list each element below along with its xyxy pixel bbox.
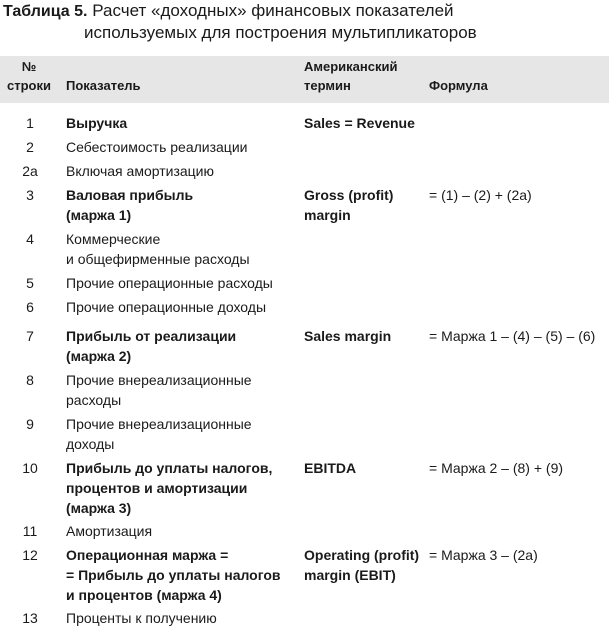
row-indicator (66, 326, 296, 366)
row-indicator (66, 273, 296, 293)
row-american-term (304, 458, 422, 478)
row-formula: = Маржа 3 – (2а) (429, 547, 538, 563)
row-american-term (304, 113, 422, 133)
row-indicator (66, 229, 296, 269)
row-indicator (66, 414, 296, 454)
indicator-line: Валовая прибыль (66, 187, 194, 203)
header-number-sign: № (21, 59, 37, 74)
row-number: 5 (26, 275, 34, 291)
indicator-line: Прибыль от реализации (66, 328, 237, 344)
row-indicator (66, 545, 296, 605)
table-title (0, 0, 609, 43)
row-number: 10 (22, 460, 38, 476)
row-number: 11 (22, 523, 38, 539)
row-indicator (66, 458, 296, 518)
row-number: 2 (26, 139, 34, 155)
title-line-2: используемых для построения мультипликаторов (84, 23, 477, 42)
header-formula: Формула (429, 78, 488, 93)
row-number: 7 (26, 328, 34, 344)
row-number: 1 (26, 115, 34, 131)
row-formula: = Маржа 1 – (4) – (5) – (6) (429, 328, 596, 344)
term-line: Sales = Revenue (304, 115, 415, 131)
indicator-line: Прочие операционные расходы (66, 275, 273, 291)
row-formula: = (1) – (2) + (2a) (429, 187, 532, 203)
row-number: 4 (26, 231, 34, 247)
indicator-line: Проценты к получению (66, 610, 217, 626)
row-indicator (66, 161, 296, 181)
row-formula: = Маржа 2 – (8) + (9) (429, 460, 564, 476)
indicator-line: Выручка (66, 115, 128, 131)
term-line: margin (EBIT) (304, 567, 396, 583)
indicator-line: (маржа 1) (66, 207, 132, 223)
row-indicator (66, 608, 296, 628)
indicator-line: (маржа 3) (66, 500, 132, 516)
row-number: 8 (26, 372, 34, 388)
header-term-line-2: термин (304, 78, 351, 93)
indicator-line: Прочие внереализационные (66, 416, 252, 432)
indicator-line: и процентов (маржа 4) (66, 587, 222, 603)
header-row-number (0, 57, 58, 95)
indicator-line: Прибыль до уплаты налогов, (66, 460, 273, 476)
row-american-term (304, 185, 422, 225)
indicator-line: доходы (66, 436, 115, 452)
indicator-line: Коммерческие (66, 231, 161, 247)
term-line: Gross (profit) (304, 187, 394, 203)
indicator-line: Операционная маржа = (66, 547, 229, 563)
title-line-1 (0, 0, 609, 22)
row-indicator (66, 521, 296, 541)
indicator-line: расходы (66, 392, 122, 408)
row-number: 2а (22, 163, 38, 179)
indicator-line: = Прибыль до уплаты налогов (66, 567, 281, 583)
row-number: 12 (22, 547, 38, 563)
row-indicator (66, 370, 296, 410)
row-american-term (304, 545, 422, 585)
indicator-line: процентов и амортизации (66, 480, 248, 496)
row-number: 6 (26, 299, 34, 315)
term-line: Operating (profit) (304, 547, 420, 563)
term-line: margin (304, 207, 351, 223)
row-indicator (66, 113, 296, 133)
indicator-line: Прочие операционные доходы (66, 299, 267, 315)
title-label: Таблица 5. (3, 3, 88, 20)
row-american-term (304, 326, 422, 346)
indicator-line: Себестоимость реализации (66, 139, 248, 155)
row-indicator (66, 137, 296, 157)
header-term-line-1: Американский (304, 59, 398, 74)
indicator-line: и общефирменные расходы (66, 251, 250, 267)
indicator-line: Амортизация (66, 523, 153, 539)
header-number-label: строки (7, 78, 51, 93)
row-number: 13 (22, 610, 38, 626)
indicator-line: Включая амортизацию (66, 163, 214, 179)
indicator-line: (маржа 2) (66, 348, 132, 364)
header-indicator: Показатель (66, 78, 141, 93)
term-line: Sales margin (304, 328, 392, 344)
row-number: 3 (26, 187, 34, 203)
title-text-1: Расчет «доходных» финансовых показателей (92, 1, 454, 20)
term-line: EBITDA (304, 460, 357, 476)
row-indicator (66, 185, 296, 225)
row-number: 9 (26, 416, 34, 432)
header-american-term (304, 57, 424, 95)
indicator-line: Прочие внереализационные (66, 372, 252, 388)
row-indicator (66, 297, 296, 317)
